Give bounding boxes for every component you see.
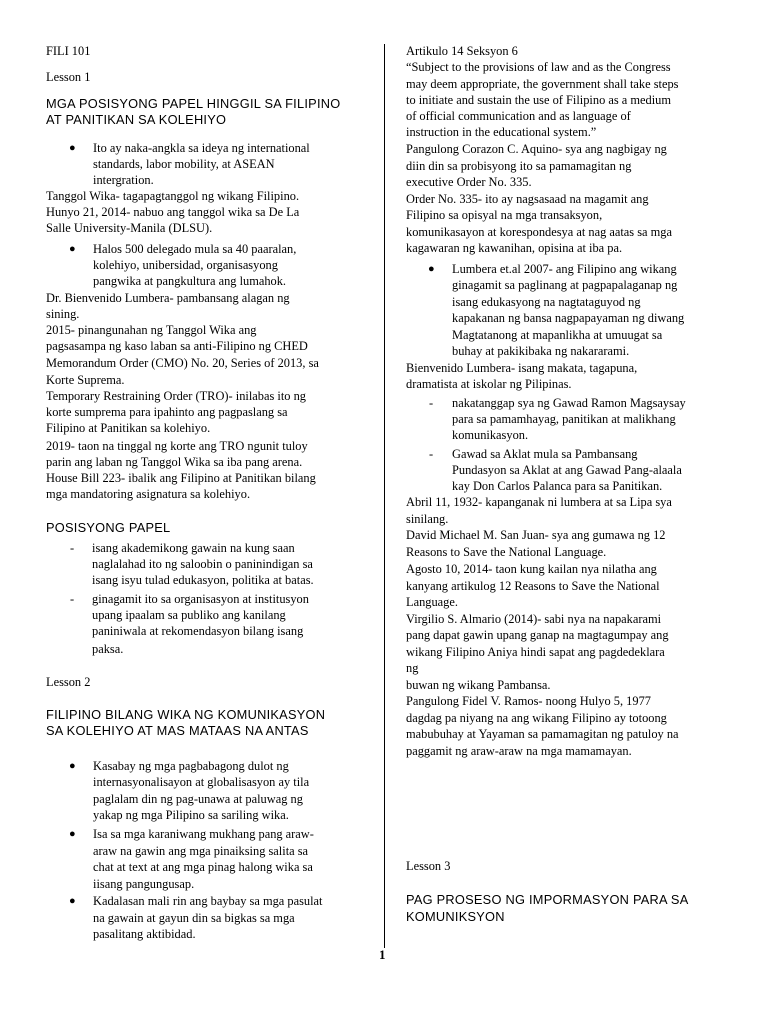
dash-marker: -: [429, 396, 434, 410]
text-line: sinilang.: [406, 512, 449, 526]
text-line: Dr. Bienvenido Lumbera- pambansang alagan ng: [46, 291, 290, 305]
text-line: dramatista at iskolar ng Pilipinas.: [406, 377, 572, 391]
bullet-line: Magtatanong at mapanlikha at umuugat sa: [452, 328, 663, 342]
text-line: Virgilio S. Almario (2014)- sabi nya na napakarami: [406, 612, 662, 626]
text-line: Artikulo 14 Seksyon 6: [406, 44, 518, 58]
bullet-line: na gawain at gayun din sa bigkas sa mga: [93, 911, 295, 925]
lesson-3-title-line: KOMUNIKSYON: [406, 909, 505, 924]
text-line: Korte Suprema.: [46, 373, 125, 387]
lesson-3-label: Lesson 3: [406, 859, 451, 873]
text-line: instruction in the educational system.”: [406, 125, 597, 139]
text-line: executive Order No. 335.: [406, 175, 532, 189]
bullet-line: Kasabay ng mga pagbabagong dulot ng: [93, 759, 289, 773]
bullet-line: pasalitang aktibidad.: [93, 927, 196, 941]
text-line: ng: [406, 661, 419, 675]
bullet-line: Lumbera et.al 2007- ang Filipino ang wikang: [452, 262, 677, 276]
bullet-line: paglalam din ng pag-unawa at paluwag ng: [93, 792, 303, 806]
lesson-1-label: Lesson 1: [46, 70, 91, 84]
text-line: sining.: [46, 307, 80, 321]
bullet-line: isang edukasyong na nagtataguyod ng: [452, 295, 641, 309]
text-line: parin ang laban ng Tanggol Wika sa iba pang arena.: [46, 455, 303, 469]
course-code: FILI 101: [46, 44, 91, 58]
bullet-icon: ●: [428, 263, 435, 275]
dash-line: komunikasyon.: [452, 428, 529, 442]
lesson-2-title-line: SA KOLEHIYO AT MAS MATAAS NA ANTAS: [46, 723, 309, 738]
lesson-1-title-line: AT PANITIKAN SA KOLEHIYO: [46, 112, 227, 127]
dash-line: naglalahad ito ng saloobin o paninindigan sa: [92, 557, 313, 571]
text-line: diin din sa probisyong ito sa pamamagitan ng: [406, 159, 632, 173]
bullet-line: Halos 500 delegado mula sa 40 paaralan,: [93, 242, 297, 256]
bullet-icon: ●: [69, 760, 76, 772]
bullet-line: kapakanan ng bansa nagpapayaman ng diwang: [452, 311, 685, 325]
text-line: “Subject to the provisions of law and as the Congress: [406, 60, 671, 74]
dash-line: isang isyu tulad edukasyon, politika at batas.: [92, 573, 314, 587]
bullet-icon: ●: [69, 142, 76, 154]
dash-line: ginagamit ito sa organisasyon at institusyon: [92, 592, 309, 606]
text-line: of official communication and as language of: [406, 109, 631, 123]
dash-line: upang ipaalam sa publiko ang kanilang: [92, 608, 286, 622]
text-line: Bienvenido Lumbera- isang makata, tagapuna,: [406, 361, 638, 375]
bullet-icon: ●: [69, 895, 76, 907]
bullet-line: iisang pangungusap.: [93, 877, 195, 891]
text-line: wikang Filipino Aniya hindi sapat ang pagdedeklara: [406, 645, 665, 659]
text-line: Memorandum Order (CMO) No. 20, Series of 2013, sa: [46, 356, 319, 370]
posisyong-papel-heading: POSISYONG PAPEL: [46, 520, 171, 535]
lesson-1-title-line: MGA POSISYONG PAPEL HINGGIL SA FILIPINO: [46, 96, 341, 111]
text-line: Reasons to Save the National Language.: [406, 545, 607, 559]
text-line: to initiate and sustain the use of Filipino as a medium: [406, 93, 671, 107]
text-line: Pangulong Fidel V. Ramos- noong Hulyo 5, 1977: [406, 694, 651, 708]
bullet-line: internasyonalisayon at globalisasyon ay tila: [93, 775, 310, 789]
text-line: Filipino at Panitikan sa kolehiyo.: [46, 421, 211, 435]
bullet-line: araw na gawin ang mga pinaiksing salita sa: [93, 844, 309, 858]
dash-marker: -: [70, 541, 75, 555]
text-line: komunikasayon at korespondesya at nag aatas sa mga: [406, 225, 672, 239]
text-line: pagsasampa ng kaso laban sa anti-Filipino ng CHED: [46, 339, 308, 353]
text-line: pang dapat gawin upang ganap na magtagumpay ang: [406, 628, 669, 642]
text-line: Pangulong Corazon C. Aquino- sya ang nagbigay ng: [406, 142, 667, 156]
bullet-line: pangwika at pangkultura ang lumahok.: [93, 274, 287, 288]
text-line: dagdag pa niyang na ang wikang Filipino ay totoong: [406, 711, 667, 725]
text-line: may deem appropriate, the government shall take steps: [406, 77, 679, 91]
bullet-line: standards, labor mobility, at ASEAN: [93, 157, 275, 171]
bullet-line: yakap ng mga Pilipino sa sariling wika.: [93, 808, 289, 822]
text-line: kanyang artikulog 12 Reasons to Save the National: [406, 579, 660, 593]
bullet-icon: ●: [69, 828, 76, 840]
bullet-icon: ●: [69, 243, 76, 255]
text-line: House Bill 223- ibalik ang Filipino at Panitikan bilang: [46, 471, 316, 485]
page-number: 1: [379, 947, 386, 962]
text-line: Filipino sa opisyal na mga transaksyon,: [406, 208, 603, 222]
dash-marker: -: [429, 447, 434, 461]
text-line: David Michael M. San Juan- sya ang gumawa ng 12: [406, 528, 666, 542]
text-line: Temporary Restraining Order (TRO)- inilabas ito ng: [46, 389, 306, 403]
text-line: korte sumprema para ipahinto ang pagpaslang sa: [46, 405, 288, 419]
dash-line: Pundasyon sa Aklat at ang Gawad Pang-alaala: [452, 463, 682, 477]
dash-line: nakatanggap sya ng Gawad Ramon Magsaysay: [452, 396, 686, 410]
text-line: Agosto 10, 2014- taon kung kailan nya nilatha ang: [406, 562, 657, 576]
text-line: mga mandatoring asignatura sa kolehiyo.: [46, 487, 251, 501]
lesson-2-label: Lesson 2: [46, 675, 91, 689]
text-line: Hunyo 21, 2014- nabuo ang tanggol wika sa De La: [46, 205, 300, 219]
text-line: buwan ng wikang Pambansa.: [406, 678, 551, 692]
bullet-line: Ito ay naka-angkla sa ideya ng international: [93, 141, 310, 155]
dash-line: paksa.: [92, 642, 124, 656]
text-line: paggamit ng araw-araw na mga mamamayan.: [406, 744, 632, 758]
bullet-line: intergration.: [93, 173, 154, 187]
lesson-3-title-line: PAG PROSESO NG IMPORMASYON PARA SA: [406, 892, 689, 907]
column-divider: [384, 44, 385, 948]
dash-line: paniniwala at rekomendasyon bilang isang: [92, 624, 304, 638]
dash-marker: -: [70, 592, 75, 606]
text-line: Order No. 335- ito ay nagsasaad na magamit ang: [406, 192, 649, 206]
bullet-line: kolehiyo, unibersidad, organisasyong: [93, 258, 278, 272]
lesson-2-title-line: FILIPINO BILANG WIKA NG KOMUNIKASYON: [46, 707, 326, 722]
text-line: Salle University-Manila (DLSU).: [46, 221, 213, 235]
text-line: Language.: [406, 595, 458, 609]
bullet-line: chat at text at ang mga pinag halong wika sa: [93, 860, 313, 874]
dash-line: Gawad sa Aklat mula sa Pambansang: [452, 447, 638, 461]
text-line: kagawaran ng kawanihan, opisina at iba pa.: [406, 241, 623, 255]
bullet-line: buhay at pakikibaka ng nakararami.: [452, 344, 630, 358]
bullet-line: Kadalasan mali rin ang baybay sa mga pasulat: [93, 894, 323, 908]
bullet-line: Isa sa mga karaniwang mukhang pang araw-: [93, 827, 314, 841]
text-line: 2019- taon na tinggal ng korte ang TRO ngunit tuloy: [46, 439, 308, 453]
bullet-line: ginagamit sa paglinang at pagpapalaganap ng: [452, 278, 678, 292]
dash-line: isang akademikong gawain na kung saan: [92, 541, 295, 555]
dash-line: para sa pamamhayag, panitikan at malikhang: [452, 412, 676, 426]
text-line: Abril 11, 1932- kapanganak ni lumbera at sa Lipa sya: [406, 495, 672, 509]
text-line: mabubuhay at Yayaman sa pamamagitan ng patuloy na: [406, 727, 679, 741]
dash-line: kay Don Carlos Palanca para sa Panitikan.: [452, 479, 663, 493]
text-line: Tanggol Wika- tagapagtanggol ng wikang Filipino.: [46, 189, 300, 203]
text-line: 2015- pinangunahan ng Tanggol Wika ang: [46, 323, 257, 337]
